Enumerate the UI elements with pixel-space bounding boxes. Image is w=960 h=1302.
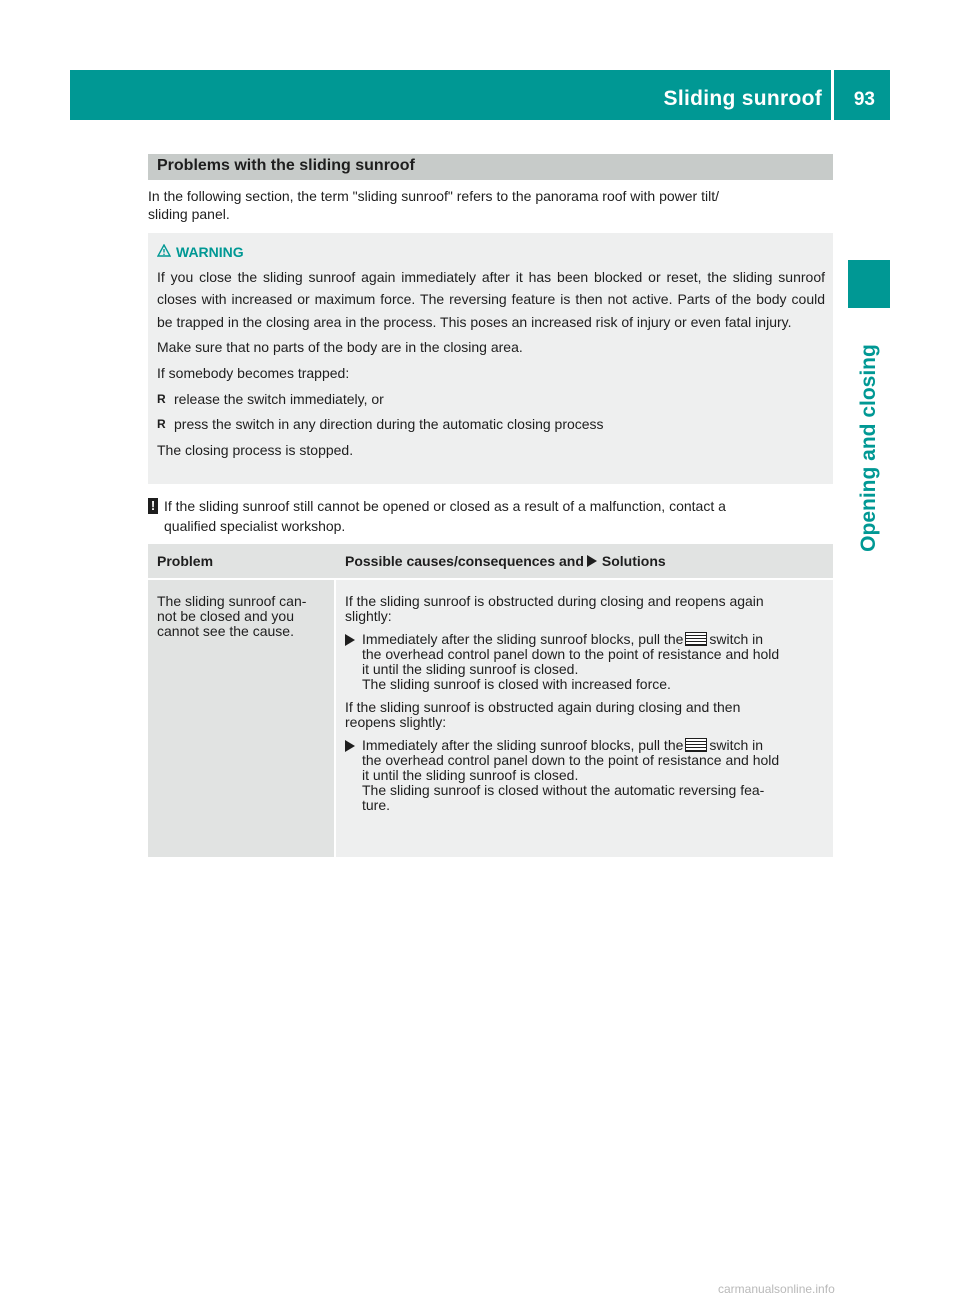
- notice-line: If the sliding sunroof still cannot be opened or closed as a result of a malfunction, contact a: [164, 498, 726, 514]
- side-tab-label: Opening and closing: [857, 344, 880, 552]
- problem-cell: [148, 580, 336, 857]
- warning-closing: The closing process is stopped.: [157, 441, 354, 458]
- step-text: switch in: [709, 737, 764, 753]
- warning-paragraph: Make sure that no parts of the body are in the closing area.: [157, 339, 523, 356]
- footer-watermark: carmanualsonline.info: [718, 1282, 835, 1296]
- problem-line: cannot see the cause.: [157, 623, 294, 639]
- play-arrow-icon: [345, 634, 355, 646]
- sunroof-switch-icon: [685, 632, 707, 646]
- step-line: The sliding sunroof is closed without the automatic reversing fea-: [362, 782, 765, 798]
- sunroof-switch-icon: [685, 738, 707, 752]
- step-line: [362, 632, 827, 647]
- bullet-r-icon: R: [157, 417, 166, 432]
- intro-line: In the following section, the term "sliding sunroof" refers to the panorama roof with power tilt/: [148, 188, 719, 204]
- bullet-r-icon: R: [157, 391, 166, 406]
- warning-heading: [157, 241, 825, 264]
- cause-line: slightly:: [345, 608, 392, 624]
- page-number: 93: [853, 89, 875, 110]
- problem-line: not be closed and you: [157, 608, 294, 624]
- step-line: it until the sliding sunroof is closed.: [362, 767, 579, 783]
- header-suffix: Solutions: [601, 553, 666, 569]
- cause-line: reopens slightly:: [345, 714, 447, 730]
- warning-paragraph: If you close the sliding sunroof again immediately after it has been blocked or reset, the sliding sunroof closes with increased or maximum force. The reversing feature is then not active. Parts of the body could be trapped in the closing area in the process. This poses an increased risk of injury or even fatal injury.: [157, 268, 825, 330]
- bullet-text: release the switch immediately, or: [174, 390, 384, 407]
- step-line: [362, 738, 827, 753]
- warning-bullet: [157, 413, 825, 436]
- table-header: [148, 544, 833, 580]
- step-text: Immediately after the sliding sunroof blocks, pull the: [362, 737, 684, 753]
- step-line: it until the sliding sunroof is closed.: [362, 661, 579, 677]
- warning-bullet: [157, 388, 825, 411]
- bullet-text: press the switch in any direction during the automatic closing process: [174, 416, 604, 433]
- intro-line: sliding panel.: [148, 206, 230, 222]
- section-intro: [148, 187, 833, 223]
- cause-line: If the sliding sunroof is obstructed during closing and reopens again: [345, 593, 764, 609]
- solution-step: [345, 738, 827, 813]
- exclamation-icon: !: [148, 498, 158, 514]
- cause-line: If the sliding sunroof is obstructed again during closing and then: [345, 699, 741, 715]
- column-header-solutions: [336, 544, 833, 578]
- play-arrow-icon: [587, 555, 597, 567]
- solutions-cell: [336, 580, 833, 857]
- problem-line: The sliding sunroof can-: [157, 593, 307, 609]
- step-line: the overhead control panel down to the point of resistance and hold: [362, 752, 780, 768]
- warning-triangle-icon: [157, 241, 173, 264]
- play-arrow-icon: [345, 740, 355, 752]
- notice: [148, 496, 833, 536]
- column-header-problem: Problem: [157, 553, 214, 569]
- warning-paragraph: If somebody becomes trapped:: [157, 364, 350, 381]
- step-line: The sliding sunroof is closed with increased force.: [362, 676, 671, 692]
- cause-paragraph: [345, 700, 827, 730]
- cause-paragraph: [345, 594, 827, 624]
- step-line: ture.: [362, 797, 391, 813]
- header-prefix: Possible causes/consequences and: [345, 553, 584, 569]
- header-title: Sliding sunroof: [663, 87, 822, 110]
- step-line: the overhead control panel down to the point of resistance and hold: [362, 646, 780, 662]
- page-header: [70, 70, 890, 120]
- notice-line: qualified specialist workshop.: [164, 518, 346, 534]
- warning-title: WARNING: [176, 244, 244, 260]
- warning-box: [148, 233, 833, 484]
- section-title: Problems with the sliding sunroof: [148, 154, 833, 180]
- solution-step: [345, 632, 827, 692]
- step-text: Immediately after the sliding sunroof blocks, pull the: [362, 631, 684, 647]
- problem-table: [148, 544, 833, 857]
- table-row: [148, 580, 833, 857]
- step-text: switch in: [709, 631, 764, 647]
- header-separator: [831, 70, 834, 120]
